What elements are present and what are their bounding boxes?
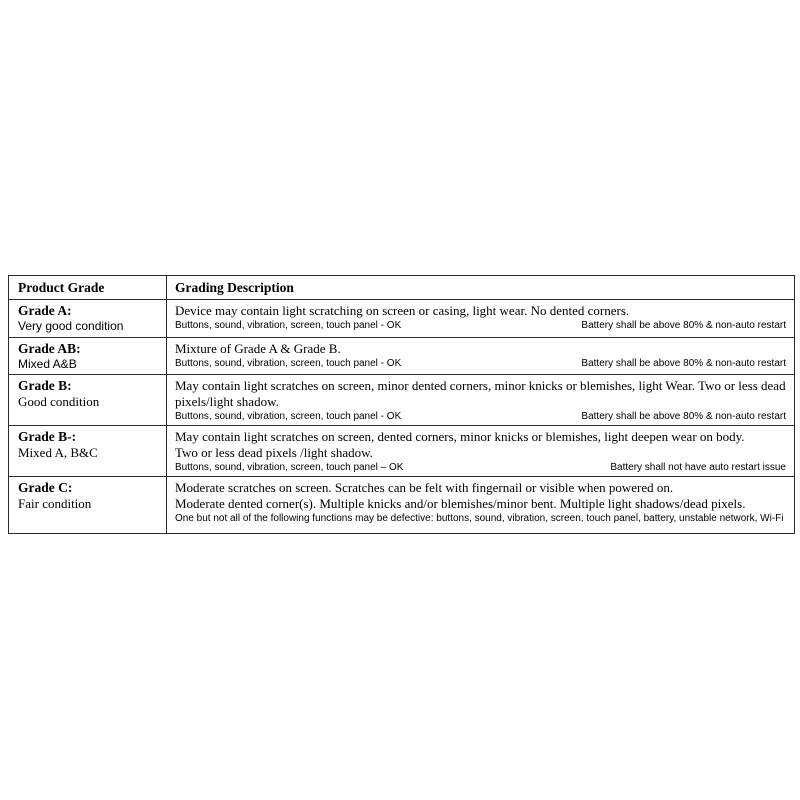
grade-label: Grade AB:: [18, 341, 81, 356]
description-line: Device may contain light scratching on screen or casing, light wear. No dented corners.: [175, 303, 630, 318]
description-cell: [167, 477, 794, 533]
grade-condition: Mixed A, B&C: [18, 445, 98, 460]
description-line: Moderate scratches on screen. Scratches can be felt with fingernail or visible when powered on.: [175, 480, 674, 495]
description-line: May contain light scratches on screen, minor dented corners, minor knicks or blemishes, light Wear. Two or less dead pixels/light shadow.: [175, 378, 786, 409]
product-grading-table: [8, 275, 795, 534]
header-product-grade: Product Grade: [9, 276, 167, 299]
battery-note: Battery shall be above 80% & non-auto restart: [581, 358, 786, 369]
battery-note: Battery shall be above 80% & non-auto restart: [581, 320, 786, 331]
grade-label: Grade B:: [18, 378, 72, 393]
functions-note: Buttons, sound, vibration, screen, touch panel - OK: [175, 358, 402, 369]
grade-cell: [9, 426, 167, 476]
description-line: Moderate dented corner(s). Multiple knicks and/or blemishes/minor bent. Multiple light shadows/dead pixels.: [175, 496, 746, 511]
grade-label: Grade B-:: [18, 429, 77, 444]
grade-cell: [9, 375, 167, 425]
functions-note: Buttons, sound, vibration, screen, touch panel - OK: [175, 411, 402, 422]
table-row: [9, 374, 794, 425]
functions-note: Buttons, sound, vibration, screen, touch panel - OK: [175, 320, 402, 331]
description-line: May contain light scratches on screen, dented corners, minor knicks or blemishes, light deepen wear on body.: [175, 429, 745, 444]
table-row: [9, 337, 794, 374]
functions-note: Buttons, sound, vibration, screen, touch panel – OK: [175, 462, 404, 473]
note-line: [175, 319, 786, 332]
table-header-row: [9, 276, 794, 299]
description-line: Mixture of Grade A & Grade B.: [175, 341, 341, 356]
battery-note: Battery shall not have auto restart issue: [610, 462, 786, 473]
table-row: [9, 476, 794, 533]
grade-label: Grade A:: [18, 303, 72, 318]
description-line: Two or less dead pixels /light shadow.: [175, 445, 373, 460]
grade-condition: Mixed A&B: [18, 357, 77, 371]
battery-note: Battery shall be above 80% & non-auto restart: [581, 411, 786, 422]
grade-condition: Very good condition: [18, 319, 124, 333]
grade-cell: [9, 477, 167, 533]
description-cell: [167, 338, 794, 374]
description-cell: [167, 300, 794, 337]
grade-cell: [9, 338, 167, 374]
grade-label: Grade C:: [18, 480, 73, 495]
note-line: [175, 410, 786, 423]
note-line: [175, 461, 786, 474]
grade-cell: [9, 300, 167, 337]
grade-condition: Good condition: [18, 394, 100, 409]
description-cell: [167, 426, 794, 476]
functions-note: One but not all of the following functions may be defective: buttons, sound, vibration, screen, touch panel, battery, unstable network, Wi-Fi: [175, 513, 784, 524]
note-line: [175, 357, 786, 370]
table-row: [9, 425, 794, 476]
description-cell: [167, 375, 794, 425]
grade-condition: Fair condition: [18, 496, 92, 511]
note-line: [175, 512, 786, 525]
header-grading-description: Grading Description: [175, 280, 294, 295]
table-row: [9, 299, 794, 337]
